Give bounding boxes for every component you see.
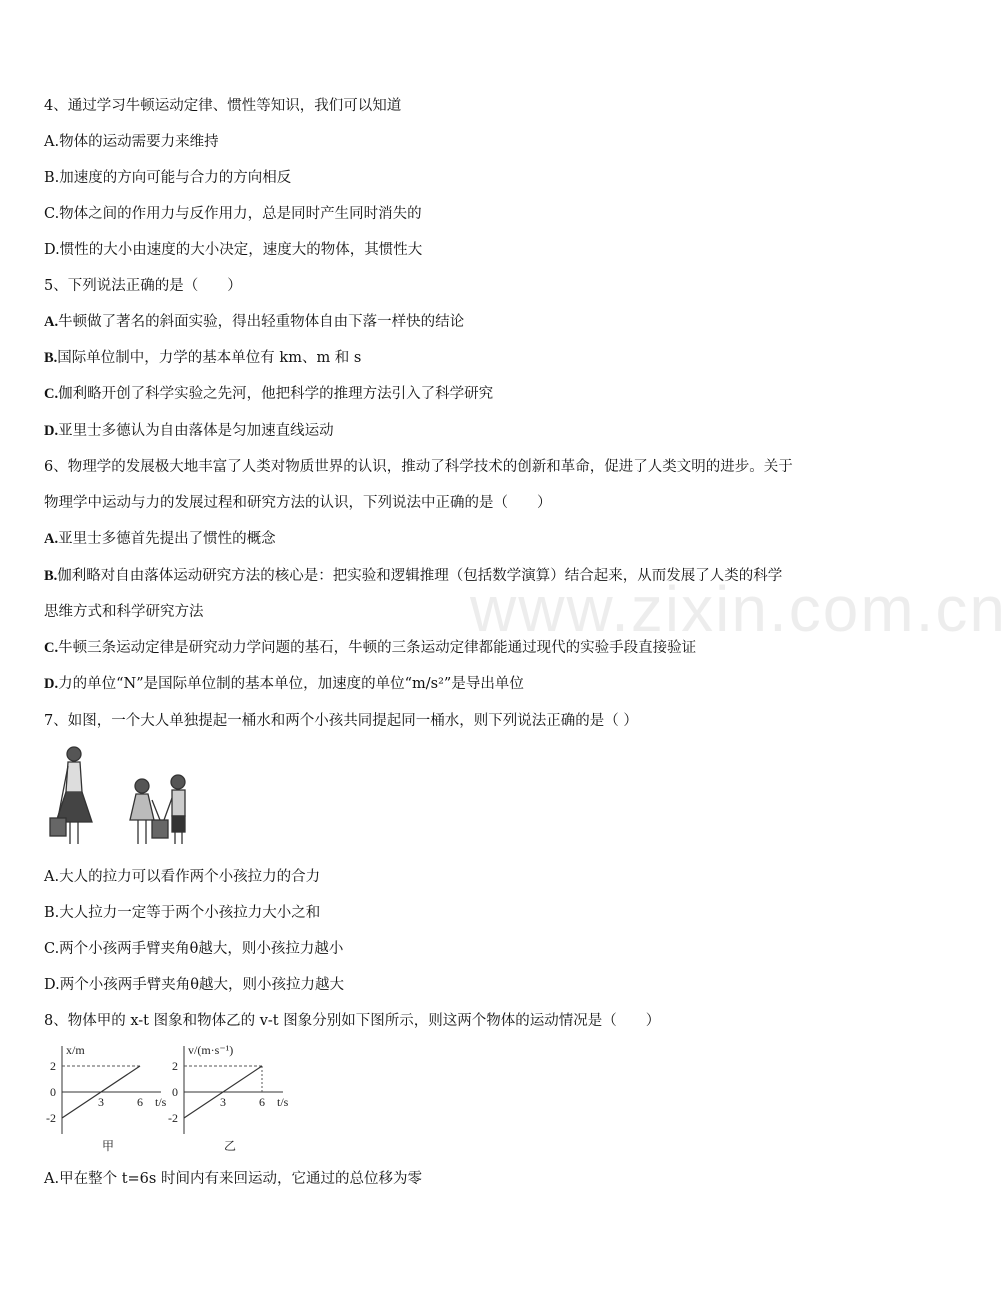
y-tick-label: 2: [172, 1059, 178, 1073]
q6-option-b: [44, 566, 782, 586]
q8-stem: 8、物体甲的 x-t 图象和物体乙的 v-t 图象分别如下图所示，则这两个物体的运动情况是（ ）: [44, 1013, 661, 1029]
q6-option-a: [44, 529, 276, 549]
x-axis-label: t/s: [277, 1095, 289, 1109]
q4-option-d: D.惯性的大小由速度的大小决定，速度大的物体，其惯性大: [44, 242, 423, 258]
q7-option-a: A.大人的拉力可以看作两个小孩拉力的合力: [44, 869, 321, 885]
watermark: www.zixin.com.cn: [470, 573, 1007, 645]
q7-stem: 7、如图，一个大人单独提起一桶水和两个小孩共同提起同一桶水，则下列说法正确的是（ ）: [44, 713, 638, 729]
y-tick-label: 0: [50, 1085, 56, 1099]
option-text: 牛顿做了著名的斜面实验，得出轻重物体自由下落一样快的结论: [58, 314, 465, 330]
q5-option-b: [44, 348, 361, 368]
x-axis-label: t/s: [155, 1095, 167, 1109]
option-letter: C.: [44, 640, 59, 656]
y-tick-label: -2: [46, 1111, 56, 1125]
x-tick-label: 3: [220, 1095, 226, 1109]
q6-option-b-cont: 思维方式和科学研究方法: [44, 604, 204, 620]
option-letter: D.: [44, 423, 59, 439]
option-text: 亚里士多德认为自由落体是匀加速直线运动: [58, 423, 334, 439]
q4-stem: 4、通过学习牛顿运动定律、惯性等知识，我们可以知道: [44, 98, 402, 114]
graph-yi: [166, 1042, 306, 1154]
y-tick-label: 2: [50, 1059, 56, 1073]
graph-caption: 乙: [224, 1139, 237, 1153]
q7-option-d: D.两个小孩两手臂夹角θ越大，则小孩拉力越大: [44, 977, 344, 993]
q4-option-c: C.物体之间的作用力与反作用力，总是同时产生同时消失的: [44, 206, 422, 222]
option-letter: B.: [44, 568, 58, 584]
option-text: 伽利略对自由落体运动研究方法的核心是：把实验和逻辑推理（包括数学演算）结合起来，从而发展了人类的科学: [57, 568, 783, 584]
x-tick-label: 6: [137, 1095, 143, 1109]
q4-option-b: B.加速度的方向可能与合力的方向相反: [44, 170, 292, 186]
q7-option-b: B.大人拉力一定等于两个小孩拉力大小之和: [44, 905, 321, 921]
option-text: 国际单位制中，力学的基本单位有 km、m 和 s: [57, 350, 362, 366]
graph-caption: 甲: [102, 1139, 115, 1153]
q7-illustration: [44, 740, 200, 852]
option-text: 亚里士多德首先提出了惯性的概念: [58, 531, 276, 547]
q5-option-c: [44, 384, 493, 404]
option-letter: A.: [44, 314, 59, 330]
q5-option-a: [44, 312, 464, 332]
y-tick-label: 0: [172, 1085, 178, 1099]
option-letter: B.: [44, 350, 58, 366]
q6-option-d: [44, 674, 524, 694]
y-axis-label: v/(m·s⁻¹): [188, 1043, 234, 1057]
y-tick-label: -2: [168, 1111, 178, 1125]
option-letter: C.: [44, 386, 59, 402]
x-tick-label: 6: [259, 1095, 265, 1109]
q6-option-c: [44, 638, 696, 658]
q7-option-c: C.两个小孩两手臂夹角θ越大，则小孩拉力越小: [44, 941, 344, 957]
option-letter: D.: [44, 676, 59, 692]
y-axis-label: x/m: [66, 1043, 85, 1057]
q5-stem: 5、下列说法正确的是（ ）: [44, 278, 242, 294]
q8-option-a: A.甲在整个 t=6s 时间内有来回运动，它通过的总位移为零: [44, 1171, 422, 1187]
q6-stem-line2: 物理学中运动与力的发展过程和研究方法的认识，下列说法中正确的是（ ）: [44, 495, 552, 511]
q5-option-d: [44, 421, 334, 441]
option-text: 牛顿三条运动定律是研究动力学问题的基石，牛顿的三条运动定律都能通过现代的实验手段直接验证: [58, 640, 697, 656]
option-letter: A.: [44, 531, 59, 547]
graph-jia: [44, 1042, 174, 1154]
q4-option-a: A.物体的运动需要力来维持: [44, 134, 219, 150]
x-tick-label: 3: [98, 1095, 104, 1109]
option-text: 伽利略开创了科学实验之先河，他把科学的推理方法引入了科学研究: [58, 386, 494, 402]
option-text: 力的单位“N”是国际单位制的基本单位，加速度的单位“m/s²”是导出单位: [58, 676, 524, 692]
q6-stem-line1: 6、物理学的发展极大地丰富了人类对物质世界的认识，推动了科学技术的创新和革命，促进了人类文明的进步。关于: [44, 459, 793, 475]
